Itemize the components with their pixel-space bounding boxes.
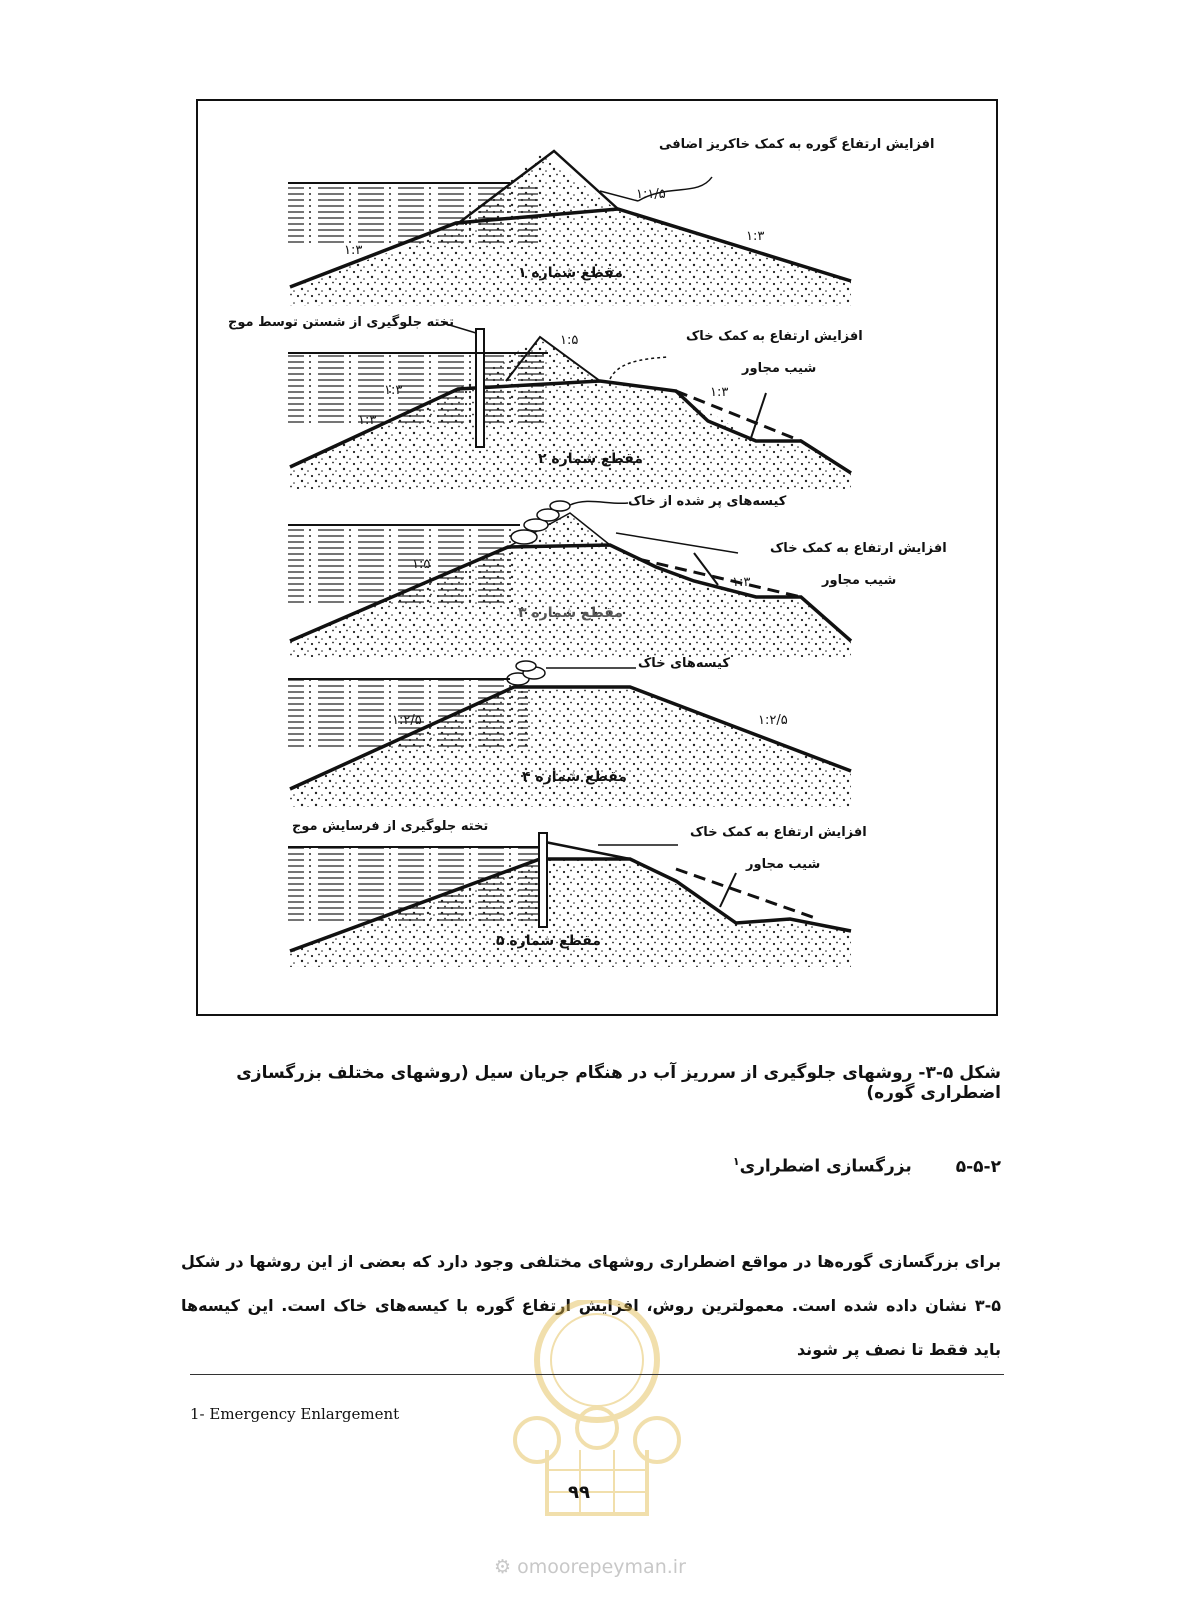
watermark-icon: ⚙ [494, 1556, 512, 1578]
section-3-annotation-bags: کیسه‌های پر شده از خاک [628, 494, 787, 509]
slope-label: ۱:۲/۵ [758, 713, 788, 728]
watermark-url: omoorepeyman.ir [517, 1556, 686, 1578]
section-3-annotation-slope: شیب مجاور [822, 573, 897, 588]
watermark-seal [487, 1300, 707, 1540]
annotation-leader [616, 533, 738, 553]
page-number: ۹۹ [568, 1482, 590, 1503]
section-2-annotation-soil: افزایش ارتفاع به کمک خاک [686, 329, 863, 344]
slope-label: ۱:۳ [384, 383, 403, 398]
section-1-label: مقطع شماره ۱ [518, 265, 623, 281]
body-paragraph: برای بزرگسازی گوره‌ها در مواقع اضطراری روشهای مختلفی وجود دارد که بعضی از این روشها در شکل ۵-۳ نشان داده شده است. معمولترین روش، افزایش ارتفاع گوره با کیسه‌های خاک است. این کیسه‌ها باید فقط تا نصف پر شوند [181, 1252, 1001, 1359]
figure-frame [196, 99, 998, 1016]
embankment-diagram [198, 101, 996, 1014]
section-title: بزرگسازی اضطراری [739, 1156, 912, 1177]
section-title-wrapper [733, 1155, 912, 1177]
footnote-divider [190, 1374, 1004, 1375]
annotation-leader [570, 501, 628, 505]
slope-label: ۱:۵ [412, 557, 431, 572]
section-heading [733, 1155, 1001, 1177]
section-5-annotation-board: تخته جلوگیری از فرسایش موج [292, 819, 489, 834]
slope-label: ۱:۳ [358, 413, 377, 428]
section-3-annotation-soil: افزایش ارتفاع به کمک خاک [770, 541, 947, 556]
wave-board [539, 833, 547, 927]
section-1-diagram [288, 151, 851, 306]
section-3-label: مقطع شماره ۳ [518, 605, 623, 621]
added-fill-line [540, 841, 630, 859]
watermark-text [494, 1556, 686, 1578]
soil-bag [516, 661, 536, 671]
slope-label: ۱:۲/۵ [392, 713, 422, 728]
slope-label: ۱:۱/۵ [636, 187, 666, 202]
slope-label: ۱:۳ [710, 385, 729, 400]
soil-bag [550, 501, 570, 511]
section-1-annotation: افزایش ارتفاع گوره به کمک خاکریز اضافی [659, 137, 935, 152]
figure-caption: شکل ۵-۳- روشهای جلوگیری از سرریز آب در هنگام جریان سیل (روشهای مختلف بزرگسازی اضطراری گوره) [236, 1063, 1001, 1103]
section-4-annotation-bags: کیسه‌های خاک [638, 656, 730, 671]
section-5-annotation-soil: افزایش ارتفاع به کمک خاک [690, 825, 867, 840]
section-number: ۵-۵-۲ [955, 1156, 1001, 1177]
footnote: 1- Emergency Enlargement [190, 1405, 400, 1423]
section-5-label: مقطع شماره ۵ [496, 933, 601, 949]
section-2-annotation-board: تخته جلوگیری از شستن توسط موج [228, 315, 455, 330]
slope-label: ۱:۳ [732, 575, 751, 590]
section-5-annotation-slope: شیب مجاور [746, 857, 821, 872]
section-3-diagram [288, 501, 851, 657]
annotation-arrow [750, 393, 766, 441]
slope-label: ۱:۳ [746, 229, 765, 244]
slope-label: ۱:۳ [344, 243, 363, 258]
wave-board [476, 329, 484, 447]
soil-bag [511, 530, 537, 544]
annotation-leader [610, 357, 668, 379]
footnote-mark: ۱ [732, 1155, 740, 1168]
section-4-label: مقطع شماره ۴ [522, 769, 627, 785]
section-4-diagram [288, 661, 851, 807]
slope-label: ۱:۵ [560, 333, 579, 348]
section-2-annotation-slope: شیب مجاور [742, 361, 817, 376]
section-2-label: مقطع شماره ۲ [538, 451, 643, 467]
